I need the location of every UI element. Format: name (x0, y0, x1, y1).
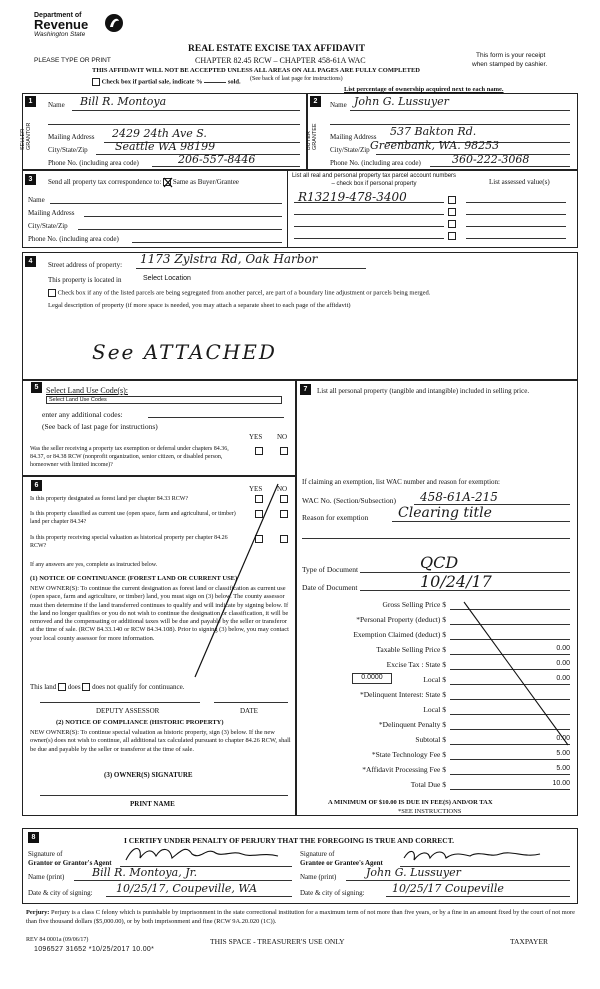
s5-no: NO (277, 433, 288, 441)
ownership-note: List percentage of ownership acquired next to each name. (344, 86, 504, 93)
exemption-no-checkbox[interactable] (280, 447, 288, 455)
parcel-pp-checkbox-3[interactable] (448, 220, 456, 228)
legal-description-label: Legal description of property (if more space is needed, you may attach a separate sheet to each page of the affidavit) (48, 302, 351, 309)
fee-label: *Delinquent Interest: State $ (359, 690, 446, 699)
s6-yes: YES (249, 485, 263, 493)
doc-type-label: Type of Document (302, 565, 359, 574)
buyer-city-label: City/State/Zip (330, 146, 370, 154)
fee-value: 0.00 (450, 660, 570, 670)
buyer-name-label: Name (330, 101, 347, 109)
reason-label: Reason for exemption (302, 513, 369, 522)
fee-value: 5.00 (450, 765, 570, 775)
section-4-number: 4 (25, 256, 36, 267)
qualify-label: qualify for continuance. (117, 683, 185, 691)
receipt-note-2: when stamped by cashier. (472, 61, 548, 68)
section5-see-back: (See back of last page for instructions) (42, 422, 158, 431)
does-not-label: does not (92, 683, 116, 691)
section-3-number: 3 (25, 174, 36, 185)
send-correspondence (48, 178, 239, 186)
land-qualify-row (30, 683, 184, 691)
located-label: This property is located in (48, 276, 122, 284)
fee-label: Local $ (423, 675, 446, 684)
does-not-checkbox[interactable] (82, 683, 90, 691)
grantor-date[interactable]: 10/25/17, Coupeville, WA (116, 882, 258, 895)
deputy-assessor-label: DEPUTY ASSESSOR (96, 707, 160, 715)
s6-no: NO (277, 485, 288, 493)
legal-description[interactable]: See ATTACHED (92, 340, 277, 364)
agency-logo (34, 12, 126, 50)
certify-statement: I CERTIFY UNDER PENALTY OF PERJURY THAT THE FOREGOING IS TRUE AND CORRECT. (124, 836, 455, 845)
send-correspondence-label: Send all property tax correspondence to: (48, 178, 162, 186)
buyer-side-label: BUYER GRANTEE (306, 123, 318, 150)
parcel-pp-checkbox-4[interactable] (448, 232, 456, 240)
does-checkbox[interactable] (58, 683, 66, 691)
partial-sale-row (92, 78, 241, 86)
form-chapter: CHAPTER 82.45 RCW – CHAPTER 458-61A WAC (195, 56, 366, 65)
s3-phone-label: Phone No. (including area code) (28, 235, 119, 243)
doc-type-value[interactable]: QCD (420, 553, 459, 572)
section-1-number: 1 (25, 96, 36, 107)
see-back-note: (See back of last page for instructions) (250, 76, 343, 82)
form-title: REAL ESTATE EXCISE TAX AFFIDAVIT (188, 44, 366, 54)
same-as-buyer-checkbox[interactable] (163, 178, 171, 186)
exemption-question: Was the seller receiving a property tax exemption or deferral under chapters 84.36, 84.37, or 84.38 RCW (nonprofit organization, senior citizen, or disabled person, homeowner with limited income)? (30, 446, 229, 468)
taxpayer-label: TAXPAYER (510, 937, 549, 946)
s3-address-label: Mailing Address (28, 209, 75, 217)
grantee-sig-label-2: Grantee or Grantee's Agent (300, 859, 383, 867)
form-number: REV 84 0001a (09/06/17) (26, 937, 89, 943)
sold-label: sold. (227, 78, 241, 86)
parcel-header: List all real and personal property tax parcel account numbers – check box if personal property (291, 173, 457, 187)
print-name-label: PRINT NAME (130, 800, 175, 808)
doc-date-value[interactable]: 10/24/17 (420, 572, 492, 591)
fee-value: 0.00 (450, 645, 570, 655)
revenue-logo-icon (104, 12, 124, 34)
grantee-date[interactable]: 10/25/17 Coupeville (392, 882, 504, 895)
checkmark-icon (163, 176, 173, 188)
street-address[interactable]: 1173 Zylstra Rd, Oak Harbor (140, 252, 318, 266)
fee-label: *Affidavit Processing Fee $ (362, 765, 446, 774)
agency-line3: Washington State (34, 31, 86, 38)
seller-side-label: SELLER GRANTOR (20, 122, 32, 150)
buyer-city[interactable]: Greenbank, WA. 98253 (370, 139, 500, 152)
doc-date-label: Date of Document (302, 583, 358, 592)
fee-label: *State Technology Fee $ (371, 750, 446, 759)
seller-address-label: Mailing Address (48, 133, 95, 141)
grantee-name-label: Name (print) (300, 873, 337, 881)
parcel-pp-checkbox-1[interactable] (448, 196, 456, 204)
local-rate-field[interactable]: 0.0000 (352, 673, 392, 684)
deputy-date-label: DATE (240, 707, 258, 715)
buyer-address[interactable]: 537 Bakton Rd. (390, 125, 477, 138)
fee-label: Local $ (423, 705, 446, 714)
fee-label: *Personal Property (deduct) $ (356, 615, 446, 624)
strike-line-section6 (190, 482, 290, 682)
seller-city-label: City/State/Zip (48, 146, 88, 154)
segregated-row (48, 289, 430, 297)
treasurer-use: THIS SPACE - TREASURER'S USE ONLY (210, 937, 345, 946)
buyer-address-label: Mailing Address (330, 133, 377, 141)
wac-label: WAC No. (Section/Subsection) (302, 496, 396, 505)
reason-value[interactable]: Clearing title (398, 505, 492, 521)
notice-compliance-body: NEW OWNER(S): To continue special valuation as historic property, sign (3) below. If the new owner(s) does not wish to continue, all additional tax calculated pursuant to chapter 84.26 RCW, shall be due and payable by the seller or transferor at the time of sale. (30, 729, 291, 753)
historic-question: Is this property receiving special valuation as historical property per chapter 84.26 RCW? (30, 535, 228, 549)
this-land-label: This land (30, 683, 57, 691)
s3-name-label: Name (28, 196, 45, 204)
section-2-number: 2 (310, 96, 321, 107)
land-use-select[interactable]: Select Land Use Codes (46, 396, 282, 404)
exemption-claim-label: If claiming an exemption, list WAC number and reason for exemption: (302, 478, 500, 486)
buyer-phone[interactable]: 360-222-3068 (452, 153, 530, 166)
form-warning: THIS AFFIDAVIT WILL NOT BE ACCEPTED UNLESS ALL AREAS ON ALL PAGES ARE FULLY COMPLETED (92, 67, 420, 74)
partial-sale-checkbox[interactable] (92, 78, 100, 86)
section-7-number: 7 (300, 384, 311, 395)
owner-signature-label: (3) OWNER(S) SIGNATURE (104, 771, 193, 779)
notice-continuance-title: (1) NOTICE OF CONTINUANCE (FOREST LAND OR CURRENT USE) (30, 575, 238, 582)
street-label: Street address of property: (48, 261, 123, 269)
fee-value: 5.00 (450, 750, 570, 760)
receipt-note-1: This form is your receipt (476, 52, 546, 59)
perjury-text: Perjury is a class C felony which is punishable by imprisonment in the state correctional institution for a maximum term of not more than five years, or by a fine in an amount fixed by the court of not more than five thousand dollars ($5,000.00), or by both imprisonment and fine (RCW 9A.20.020 (1C)). (26, 909, 575, 925)
seller-name[interactable]: Bill R. Montoya (80, 95, 167, 108)
grantee-signature[interactable] (400, 844, 560, 866)
partial-sale-label: Check box if partial sale, indicate % (101, 78, 203, 86)
fee-label: Taxable Selling Price $ (376, 645, 446, 654)
seller-phone[interactable]: 206-557-8446 (178, 153, 256, 166)
section-8-number: 8 (28, 832, 39, 843)
fee-value: 0.00 (450, 675, 570, 685)
location-select[interactable]: Select Location (143, 275, 191, 282)
grantor-name[interactable]: Bill R. Montoya, Jr. (92, 866, 198, 879)
personal-property-label: List all personal property (tangible and intangible) included in selling price. (317, 387, 530, 395)
grantor-name-label: Name (print) (28, 873, 65, 881)
seller-phone-label: Phone No. (including area code) (48, 159, 139, 167)
buyer-phone-label: Phone No. (including area code) (330, 159, 421, 167)
cashier-stamp: 1096527 31652 *10/25/2017 10.00* (34, 946, 155, 953)
grantor-sig-label-1: Signature of (28, 850, 63, 858)
grantor-sig-label-2: Grantor or Grantor's Agent (28, 859, 112, 867)
fee-value: 10.00 (450, 780, 570, 790)
seller-name-label: Name (48, 101, 65, 109)
segregated-checkbox[interactable] (48, 289, 56, 297)
type-or-print: PLEASE TYPE OR PRINT (34, 57, 111, 64)
s3-city-label: City/State/Zip (28, 222, 68, 230)
same-as-buyer-label: Same as Buyer/Grantee (172, 178, 239, 186)
fee-label: Exemption Claimed (deduct) $ (353, 630, 446, 639)
additional-codes-label: enter any additional codes: (42, 410, 123, 419)
seller-address[interactable]: 2429 24th Ave S. (112, 127, 207, 140)
perjury-label: Perjury: (26, 909, 50, 916)
s5-yes: YES (249, 433, 263, 441)
section-6-number: 6 (31, 480, 42, 491)
parcel-pp-checkbox-2[interactable] (448, 208, 456, 216)
forest-land-question: Is this property designated as forest land per chapter 84.33 RCW? (30, 496, 189, 502)
strike-line-fees (460, 600, 580, 750)
grantee-date-label: Date & city of signing: (300, 889, 365, 897)
fee-label: *Delinquent Penalty $ (378, 720, 446, 729)
grantor-date-label: Date & city of signing: (28, 889, 93, 897)
seller-city[interactable]: Seattle WA 98199 (115, 140, 216, 153)
parcel-number[interactable]: R13219-478-3400 (298, 190, 407, 204)
current-use-question: Is this property classified as current use (open space, farm and agricultural, or timber) land per chapter 84.34? (30, 511, 236, 525)
land-use-label: Select Land Use Code(s): (46, 386, 128, 395)
assessed-header: List assessed value(s) (489, 178, 550, 186)
fee-label: Excise Tax : State $ (386, 660, 446, 669)
notice-compliance-title: (2) NOTICE OF COMPLIANCE (HISTORIC PROPERTY) (56, 719, 224, 726)
grantor-signature[interactable] (122, 842, 292, 866)
section-5-number: 5 (31, 382, 42, 393)
grantee-sig-label-1: Signature of (300, 850, 335, 858)
exemption-yes-checkbox[interactable] (255, 447, 263, 455)
wac-value[interactable]: 458-61A-215 (420, 490, 498, 504)
fee-label: Subtotal $ (415, 735, 446, 744)
fee-label: Gross Selling Price $ (382, 600, 446, 609)
grantee-name[interactable]: John G. Lussuyer (366, 866, 461, 879)
segregated-label: Check box if any of the listed parcels are being segregated from another parcel, are part of a boundary line adjustment or parcels being merged. (57, 289, 431, 297)
fee-label: Total Due $ (410, 780, 446, 789)
does-label: does (67, 683, 81, 691)
notice-continuance-body: NEW OWNER(S): To continue the current designation as forest land or classification as current use (open space, farm and agriculture, or timber) land, you must sign on (3) below. The county assessor must then determine if the land transferred continues to qualify and will indicate by signing below. If the land no longer qualifies or you do not wish to continue the designation or classification, it will be removed and the compensating or additional taxes will be due and payable by the seller or transferor at the time of sale. (RCW 84.33.140 or RCW 84.34.108). Prior to signing (3) below, you may contact your local county assessor for more information. (30, 585, 289, 642)
fee-value: 0.00 (450, 735, 570, 745)
if-yes-note: If any answers are yes, complete as instructed below. (30, 562, 158, 568)
perjury-notice (26, 909, 576, 926)
see-instructions-note: *SEE INSTRUCTIONS (398, 808, 462, 815)
minimum-due-note: A MINIMUM OF $10.00 IS DUE IN FEE(S) AND/OR TAX (328, 799, 493, 806)
agency-line2: Revenue (34, 17, 89, 32)
agency-line1: Department of (34, 12, 82, 19)
buyer-name[interactable]: John G. Lussuyer (354, 95, 449, 108)
